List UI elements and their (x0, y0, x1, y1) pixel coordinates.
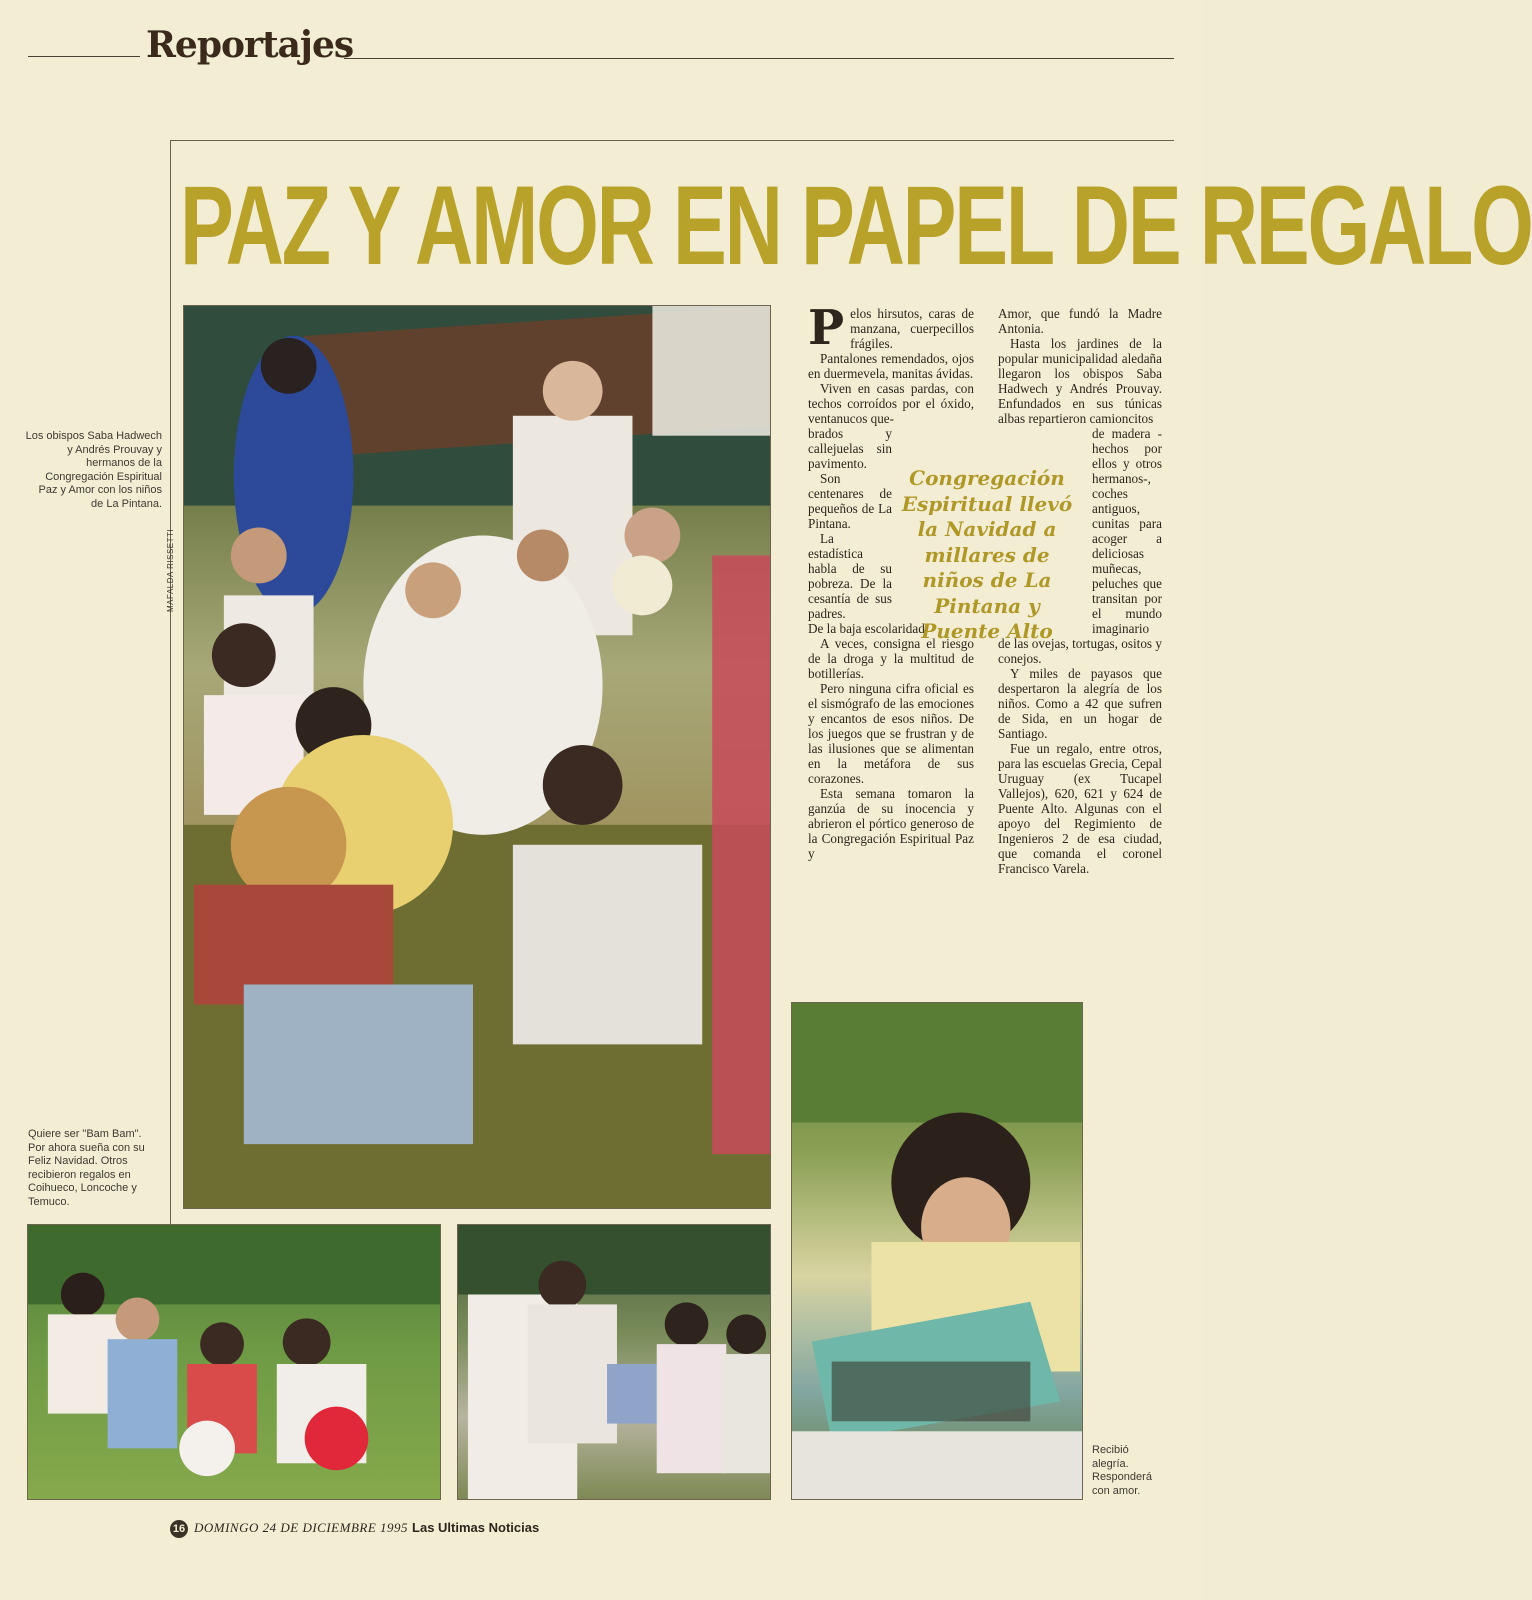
body-narrow-block (1092, 426, 1162, 636)
section-title: Reportajes (146, 24, 354, 66)
photo-bishop-with-children (457, 1224, 771, 1500)
section-rule-left (28, 56, 140, 57)
main-photo-illustration (184, 306, 770, 1208)
page-footer (170, 1520, 539, 1538)
body-paragraph: Fue un regalo, entre otros, para las escuelas Grecia, Cepal Uruguay (ex Tucapel Vallejos), 620, 621 y 624 de Puente Alto. Algunas con el apoyo del Regimiento de Ingenieros 2 de esa ciudad, que comanda el coronel Francisco Varela. (998, 741, 1162, 876)
page-number: 16 (170, 1520, 188, 1538)
body-paragraph: A veces, consigna el riesgo de la droga y la multitud de botillerías. (808, 636, 974, 681)
drop-cap: P (808, 300, 845, 356)
body-paragraph: Son centenares de pequeños de La Pintana. (808, 471, 892, 531)
headline: PAZ Y AMOR EN PAPEL DE REGALO (180, 163, 1532, 288)
section-rule-right (344, 58, 1174, 59)
article-frame-top (170, 140, 1174, 141)
body-paragraph: Amor, que fundó la Madre Antonia. (998, 306, 1162, 336)
pull-quote: Congregación Espiritual llevó la Navidad a millares de niños de La Pintana y Puente Alto (901, 466, 1073, 643)
caption-bambam: Quiere ser "Bam Bam". Por ahora sueña con su Feliz Navidad. Otros recibieron regalos en Coihueco, Loncoche y Temuco. (28, 1128, 145, 1208)
photo-girl-with-gift-box (791, 1002, 1083, 1500)
body-paragraph: brados y callejuelas sin pavimento. (808, 426, 892, 471)
caption-girl: Recibió alegría. Responderá con amor. (1092, 1444, 1152, 1497)
newspaper-name: Las Ultimas Noticias (412, 1520, 540, 1535)
photo-children-with-balls (27, 1224, 441, 1500)
body-paragraph: La estadística habla de su pobreza. De la cesantía de sus padres. (808, 531, 892, 621)
article-frame-left (170, 140, 171, 1230)
body-paragraph: Y miles de payasos que despertaron la alegría de los niños. Como a 42 que sufren de Sida, en un hogar de Santiago. (998, 666, 1162, 741)
photo-bishop-with-children-illustration (458, 1225, 770, 1499)
photo-credit: MAFALDA RISSETTI (166, 528, 175, 612)
photo-children-with-balls-illustration (28, 1225, 440, 1499)
caption-main-photo: Los obispos Saba Hadwech y Andrés Prouvay y hermanos de la Congregación Espiritual Paz y Amor con los niños de La Pintana. (25, 430, 162, 510)
footer-date: DOMINGO 24 DE DICIEMBRE 1995 (194, 1520, 409, 1535)
body-narrow-block (808, 426, 892, 621)
photo-girl-with-gift-box-illustration (792, 1003, 1082, 1499)
main-photo-children-bishops (183, 305, 771, 1209)
body-paragraph: Pero ninguna cifra oficial es el sismógrafo de las emociones y encantos de esos niños. De los juegos que se frustran y de las ilusiones que se alimentan en la metáfora de sus corazones. (808, 681, 974, 786)
body-paragraph: Pelos hirsutos, caras de manzana, cuerpecillos frágiles. (808, 300, 974, 356)
body-paragraph: Esta semana tomaron la ganzúa de su inocencia y abrieron el pórtico generoso de la Congregación Espiritual Paz y (808, 786, 974, 861)
body-paragraph: Hasta los jardines de la popular municipalidad aledaña llegaron los obispos Saba Hadwech y Andrés Prouvay. Enfundados en sus túnicas albas repartieron camioncitos (998, 336, 1162, 426)
body-paragraph: de madera -hechos por ellos y otros hermanos-, coches antiguos, cunitas para acoger a deliciosas muñecas, peluches que transitan por el mundo imaginario (1092, 426, 1162, 636)
body-paragraph: De la baja escolaridad. (808, 621, 929, 636)
body-paragraph: Pantalones remendados, ojos en duermevela, manitas ávidas. (808, 351, 974, 381)
body-paragraph: Viven en casas pardas, con techos corroídos por el óxido, ventanucos que- (808, 381, 974, 426)
body-paragraph: de las ovejas, tortugas, ositos y conejos. (998, 636, 1162, 666)
